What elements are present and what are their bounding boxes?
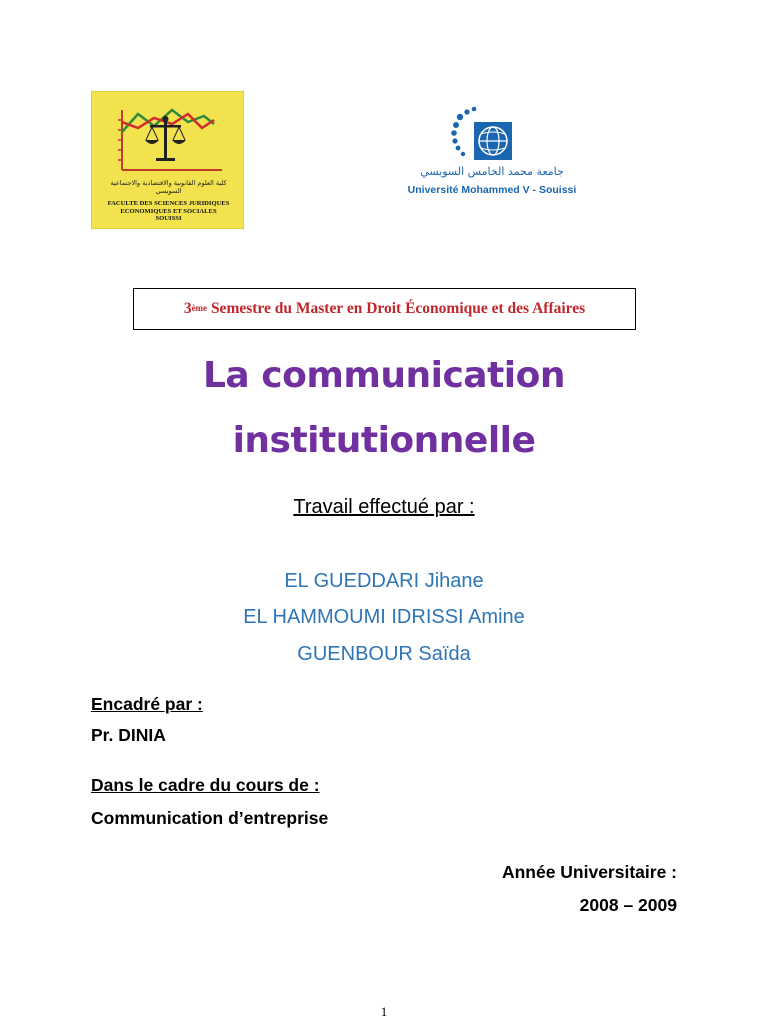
- semester-banner: [133, 288, 636, 330]
- supervisor-name: Pr. DINIA: [91, 725, 166, 745]
- course-name: Communication d’entreprise: [91, 808, 329, 828]
- document-title-line1: La communication: [202, 355, 565, 396]
- semester-text: Semestre du Master en Droit Économique et des Affaires: [207, 300, 586, 317]
- page-number: 1: [380, 1004, 388, 1019]
- justice-scale-chart-icon: [92, 92, 245, 182]
- faculty-name-arabic: كلية العلوم القانونية والاقتصادية والاجتماعية السويسي: [110, 179, 227, 195]
- author-name: EL HAMMOUMI IDRISSI Amine: [243, 606, 525, 628]
- course-label: Dans le cadre du cours de :: [91, 775, 320, 795]
- author-name: EL GUEDDARI Jihane: [284, 570, 484, 592]
- faculty-name-french: FACULTE DES SCIENCES JURIDIQUES ECONOMIQUES ET SOCIALES SOUISSI: [107, 200, 230, 223]
- authors-heading: Travail effectué par :: [293, 496, 475, 518]
- globe-icon: [388, 105, 596, 165]
- document-title-line2: institutionnelle: [232, 420, 536, 461]
- semester-ordinal: 3: [183, 300, 192, 317]
- supervisor-label: Encadré par :: [91, 694, 203, 714]
- university-name-arabic: جامعة محمد الخامس السويسي: [420, 165, 564, 178]
- author-name: GUENBOUR Saïda: [297, 643, 471, 665]
- university-logo: [388, 105, 596, 230]
- academic-year-value: 2008 – 2009: [579, 895, 677, 915]
- faculty-logo: [91, 91, 244, 229]
- semester-ordinal-suffix: ème: [191, 303, 208, 313]
- university-name-french: Université Mohammed V - Souissi: [407, 184, 577, 196]
- academic-year-label: Année Universitaire :: [501, 862, 677, 882]
